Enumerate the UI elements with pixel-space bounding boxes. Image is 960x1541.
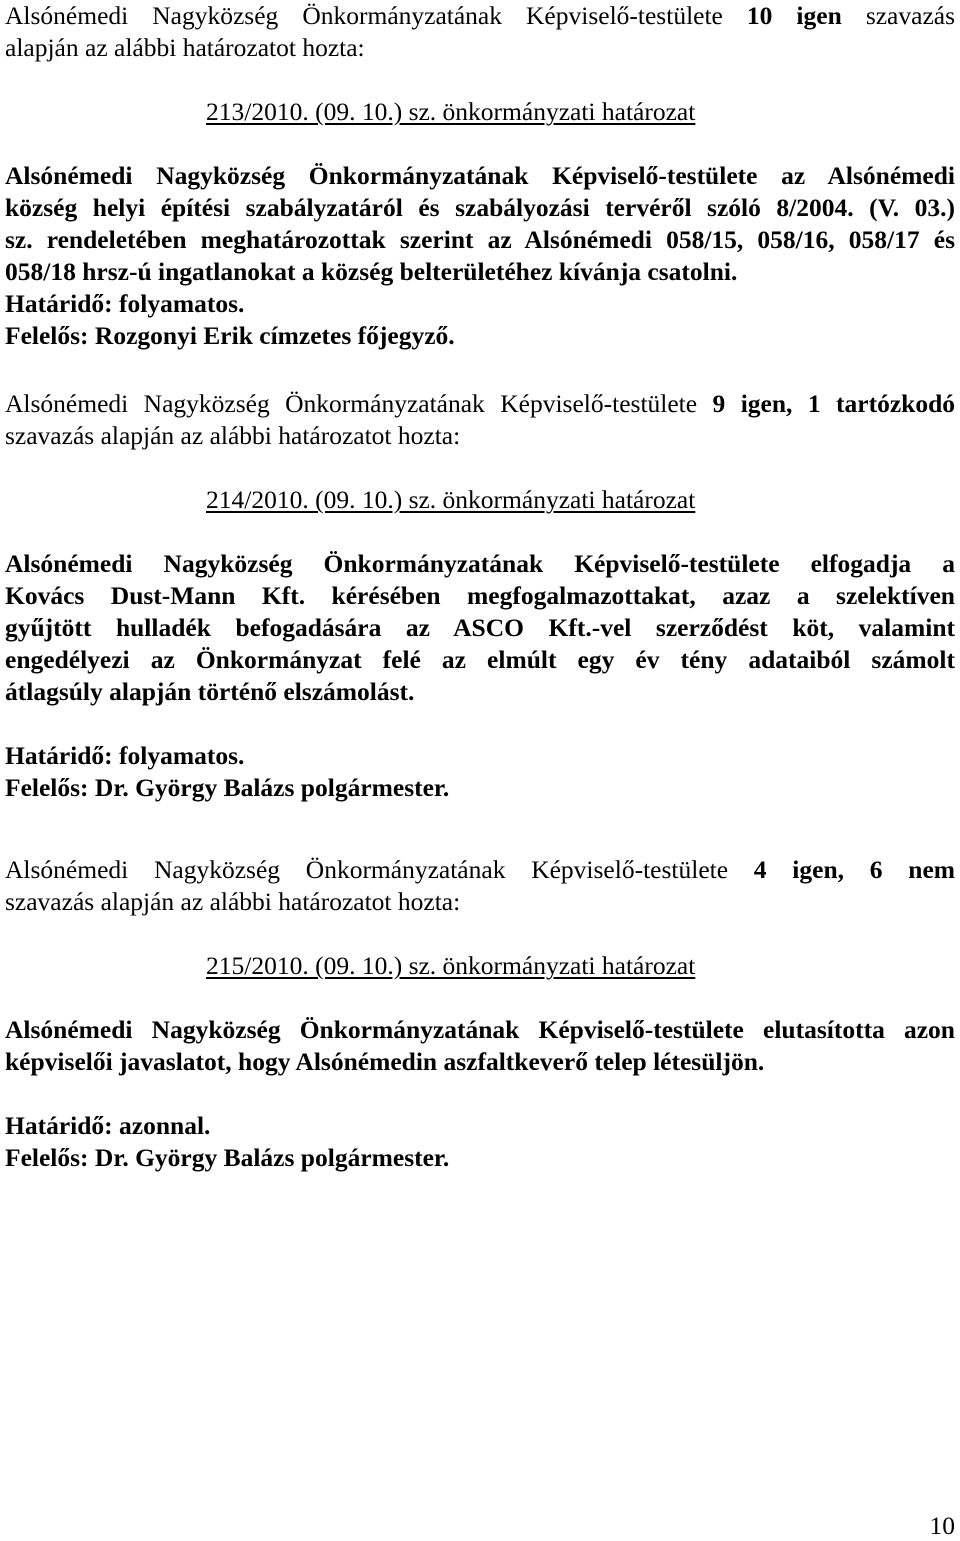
resolution-body-line: engedélyezi az Önkormányzat felé az elmúlt egy év tény adataiból számolt	[5, 645, 955, 674]
resolution-body-line: Alsónémedi Nagyközség Önkormányzatának Képviselő-testülete az Alsónémedi	[5, 161, 955, 190]
intro-text: Alsónémedi Nagyközség Önkormányzatának Képviselő-testülete	[5, 1, 723, 30]
intro-text: Alsónémedi Nagyközség Önkormányzatának Képviselő-testülete	[5, 855, 729, 884]
resolution-block-215	[5, 854, 955, 1174]
resolution-body-line: átlagsúly alapján történő elszámolást.	[5, 677, 415, 706]
resolution-body-line: képviselői javaslatot, hogy Alsónémedin aszfaltkeverő telep létesüljön.	[5, 1047, 765, 1076]
responsible-person: Felelős: Rozgonyi Erik címzetes főjegyző.	[5, 321, 455, 350]
resolution-title: 214/2010. (09. 10.) sz. önkormányzati határozat	[206, 485, 696, 514]
resolution-body-line: gyűjtött hulladék befogadására az ASCO Kft.-vel szerződést köt, valamint	[5, 613, 955, 642]
intro-text: Alsónémedi Nagyközség Önkormányzatának Képviselő-testülete	[5, 389, 698, 418]
resolution-body-line: Kovács Dust-Mann Kft. kérésében megfogalmazottakat, azaz a szelektíven	[5, 581, 955, 610]
resolution-body-line: község helyi építési szabályzatáról és szabályozási tervéről szóló 8/2004. (V. 03.)	[5, 193, 955, 222]
resolution-block-213	[5, 0, 955, 352]
resolution-body-line: Alsónémedi Nagyközség Önkormányzatának Képviselő-testülete elutasította azon	[5, 1015, 955, 1044]
vote-intro-continued: szavazás alapján az alábbi határozatot hozta:	[5, 421, 461, 450]
deadline: Határidő: azonnal.	[5, 1111, 211, 1140]
resolution-body-line: sz. rendeletében meghatározottak szerint az Alsónémedi 058/15, 058/16, 058/17 és	[5, 225, 955, 254]
vote-intro	[5, 0, 955, 32]
resolution-block-214	[5, 388, 955, 804]
vote-intro-continued: szavazás alapján az alábbi határozatot hozta:	[5, 887, 461, 916]
intro-text-end: szavazás	[865, 1, 955, 30]
vote-intro	[5, 854, 955, 886]
vote-intro	[5, 388, 955, 420]
resolution-title: 213/2010. (09. 10.) sz. önkormányzati határozat	[206, 97, 696, 126]
resolution-body-line: 058/18 hrsz-ú ingatlanokat a község belterületéhez kívánja csatolni.	[5, 257, 738, 286]
vote-count: 9 igen, 1 tartózkodó	[712, 389, 955, 418]
resolution-body-line: Alsónémedi Nagyközség Önkormányzatának Képviselő-testülete elfogadja a	[5, 549, 955, 578]
responsible-person: Felelős: Dr. György Balázs polgármester.	[5, 773, 450, 802]
vote-count: 4 igen, 6 nem	[753, 855, 955, 884]
deadline: Határidő: folyamatos.	[5, 741, 245, 770]
page-number: 10	[929, 1511, 955, 1540]
resolution-title: 215/2010. (09. 10.) sz. önkormányzati határozat	[206, 951, 696, 980]
responsible-person: Felelős: Dr. György Balázs polgármester.	[5, 1143, 450, 1172]
deadline: Határidő: folyamatos.	[5, 289, 245, 318]
vote-count: 10 igen	[746, 1, 842, 30]
vote-intro-continued: alapján az alábbi határozatot hozta:	[5, 33, 365, 62]
document-page	[5, 0, 955, 1174]
